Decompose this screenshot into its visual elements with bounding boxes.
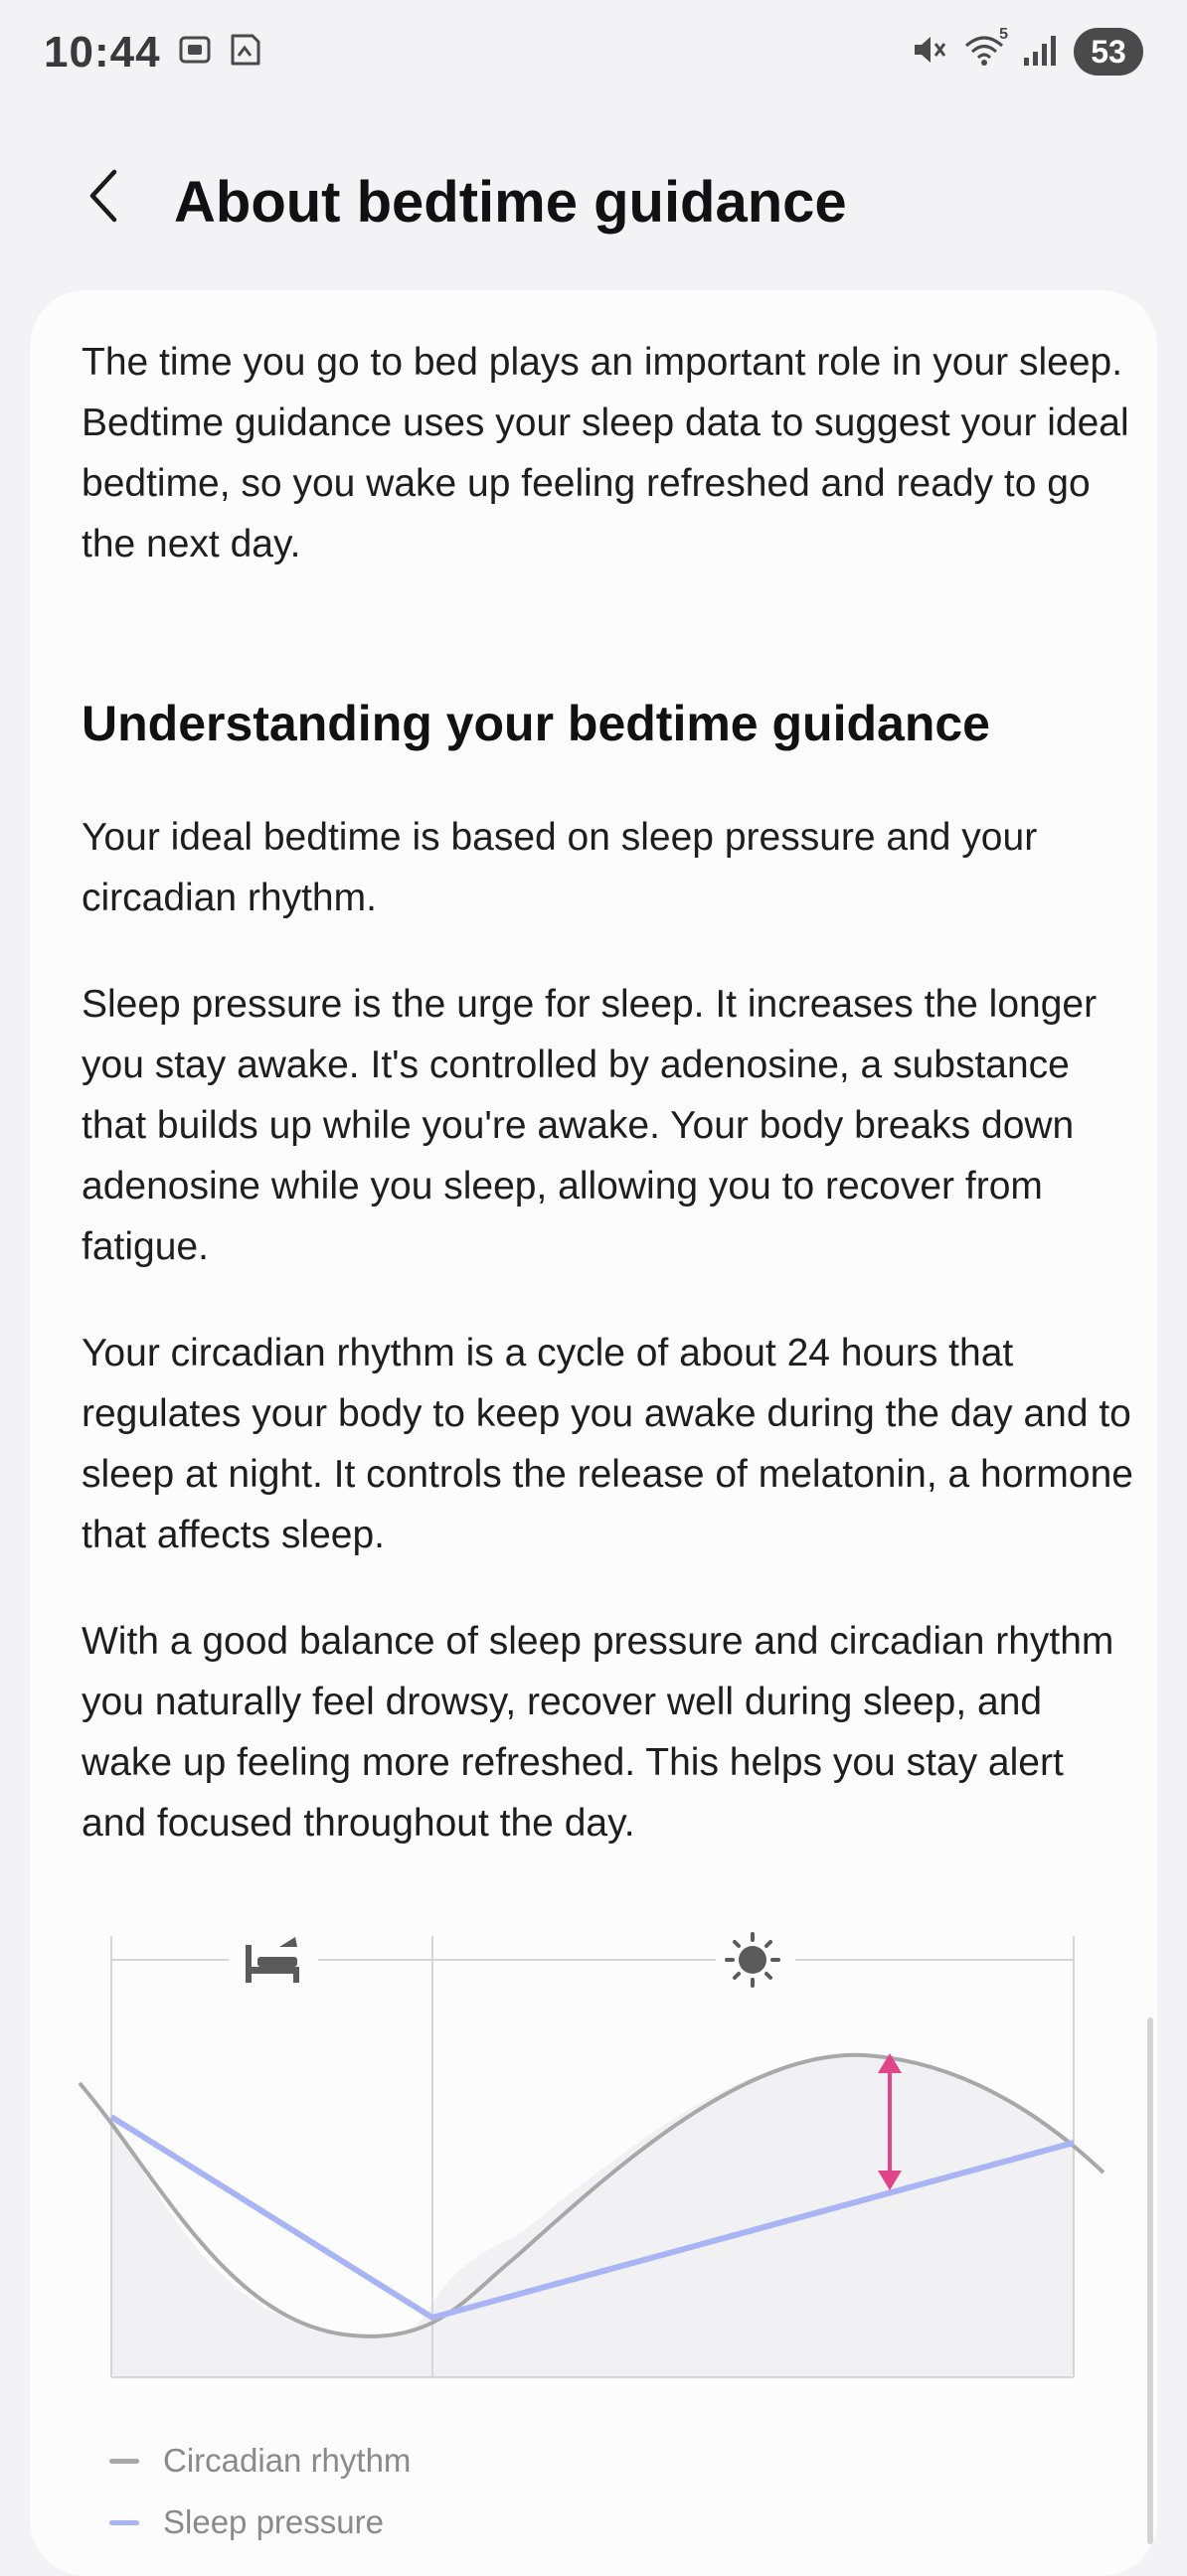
bedtime-chart <box>0 1888 1187 2445</box>
chart-legend <box>109 2430 411 2553</box>
legend-swatch-pressure <box>109 2520 139 2525</box>
paragraph-sleep-pressure: Sleep pressure is the urge for sleep. It increases the longer you stay awake. It's controlled by adenosine, a substance that builds up while you're awake. Your body breaks down adenosine while you sleep, allowing you to recover from fatigue. <box>82 983 1098 1268</box>
sun-icon <box>727 1934 778 1986</box>
intro-paragraph: The time you go to bed plays an important role in your sleep. Bedtime guidance uses your sleep data to suggest your ideal bedtime, so you wake up feeling refreshed and ready to go the next day. <box>82 341 1129 565</box>
section-heading: Understanding your bedtime guidance <box>82 696 990 751</box>
header <box>0 149 1187 248</box>
page-title: About bedtime guidance <box>174 170 847 235</box>
paragraph-circadian-rhythm: Your circadian rhythm is a cycle of about 24 hours that regulates your body to keep you awake during the day and to sleep at night. It controls the release of melatonin, a hormone that affects sleep. <box>82 1332 1133 1556</box>
status-time: 10:44 <box>44 28 161 77</box>
gallery-icon <box>225 30 264 75</box>
paragraph-balance: With a good balance of sleep pressure and circadian rhythm you naturally feel drowsy, recover well during sleep, and wake up feeling more refreshed. This helps you stay alert and focused throughout the day. <box>82 1620 1114 1845</box>
circadian-area-fill <box>111 2055 1074 2377</box>
card-content <box>82 332 1135 1853</box>
back-button[interactable] <box>70 163 139 233</box>
paragraph-ideal-bedtime: Your ideal bedtime is based on sleep pressure and your circadian rhythm. <box>82 816 1038 919</box>
chevron-left-icon <box>85 166 124 231</box>
legend-label-circadian: Circadian rhythm <box>163 2442 412 2479</box>
signal-icon <box>1020 30 1060 75</box>
legend-label-pressure: Sleep pressure <box>163 2503 384 2540</box>
battery-indicator: 53 <box>1074 28 1143 76</box>
screenshot-icon <box>175 30 215 75</box>
status-right-icons <box>909 25 1143 76</box>
wifi-label: 5 <box>999 25 1008 43</box>
wifi-icon <box>962 25 1008 75</box>
legend-item-circadian <box>109 2430 411 2492</box>
bed-icon <box>246 1937 299 1983</box>
scrollbar[interactable] <box>1147 2017 1153 2544</box>
chart-svg <box>0 1888 1187 2445</box>
status-left-icons <box>175 30 264 75</box>
status-bar <box>0 0 1187 109</box>
legend-swatch-circadian <box>109 2459 139 2464</box>
mute-icon <box>909 30 948 75</box>
